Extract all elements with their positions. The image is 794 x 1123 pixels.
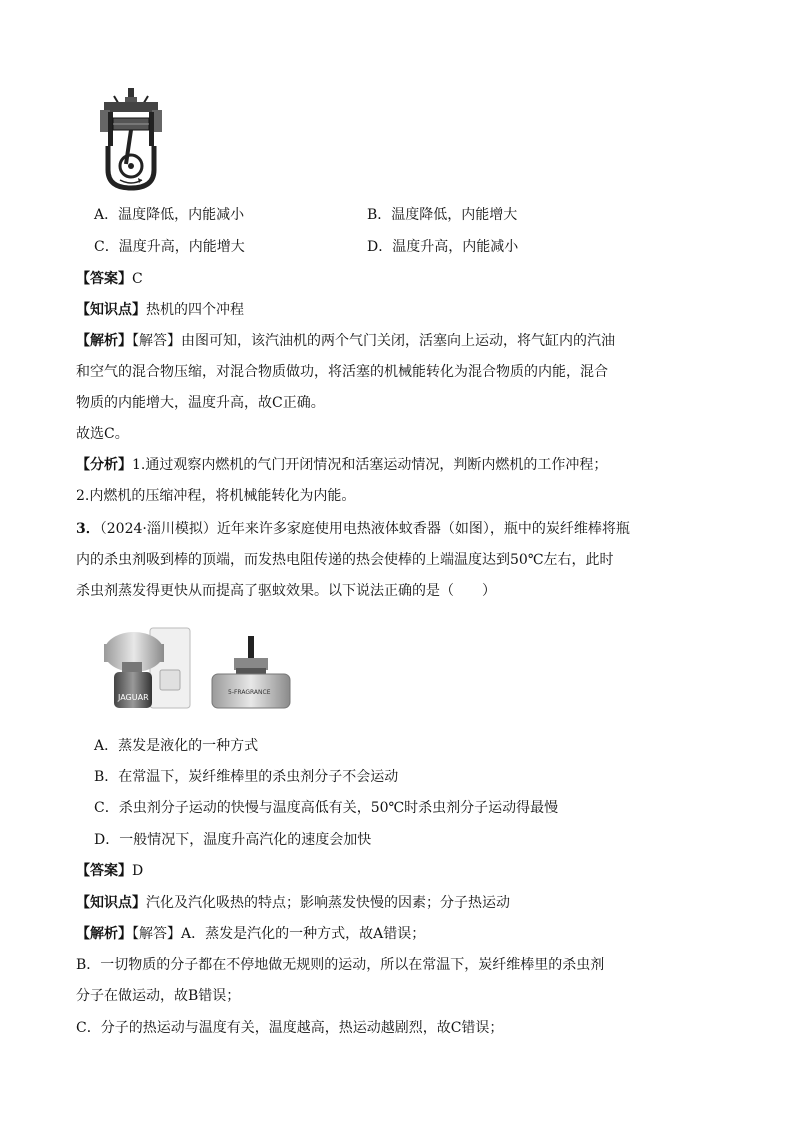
fenxi-tag: 【分析】 <box>76 457 132 473</box>
analysis-text: 由图可知，该汽油机的两个气门关闭，活塞向上运动，将气缸内的汽油 <box>181 333 615 349</box>
q2-answer <box>76 269 143 289</box>
q3-option-b: B．在常温下，炭纤维棒里的杀虫剂分子不会运动 <box>94 769 399 785</box>
q3-option-a: A．蒸发是液化的一种方式 <box>94 738 259 754</box>
q3-answer <box>76 861 143 881</box>
q2-option-d: D．温度升高，内能减小 <box>367 239 519 255</box>
q2-analysis-line-3: 物质的内能增大，温度升高，故C正确。 <box>76 395 325 411</box>
q3-option-c: C．杀虫剂分子运动的快慢与温度高低有关，50℃时杀虫剂分子运动得最慢 <box>94 800 559 816</box>
analysis-tag: 【解析】 <box>76 333 132 349</box>
q3-option-d: D．一般情况下，温度升高汽化的速度会加快 <box>94 832 372 848</box>
q2-fenxi-line-1 <box>76 455 607 475</box>
q3-analysis-line-4: C．分子的热运动与温度有关，温度越高，热运动越剧烈，故C错误； <box>76 1020 504 1036</box>
q2-option-b: B．温度降低，内能增大 <box>367 207 518 223</box>
q2-knowledge <box>76 300 244 320</box>
analysis-tag: 【解析】 <box>76 926 132 942</box>
solution-tag: 【解答】 <box>132 333 181 349</box>
q3-stem-line-3: 杀虫剂蒸发得更快从而提高了驱蚊效果。以下说法正确的是（ ） <box>76 583 496 599</box>
knowledge-tag: 【知识点】 <box>76 895 146 911</box>
engine-figure <box>100 88 162 192</box>
answer-value: C <box>132 271 143 287</box>
fenxi-text: 1.通过观察内燃机的气门开闭情况和活塞运动情况，判断内燃机的工作冲程； <box>132 457 608 473</box>
analysis-text: A．蒸发是汽化的一种方式，故A错误； <box>181 926 426 942</box>
answer-tag: 【答案】 <box>76 271 132 287</box>
q3-analysis-line-1 <box>76 924 425 944</box>
q2-analysis-line-2: 和空气的混合物压缩，对混合物质做功，将活塞的机械能转化为混合物质的内能，混合 <box>76 364 608 380</box>
q2-option-a: A．温度降低，内能减小 <box>94 207 245 223</box>
knowledge-value: 汽化及汽化吸热的特点；影响蒸发快慢的因素；分子热运动 <box>146 895 510 911</box>
stem-text: 近年来许多家庭使用电热液体蚊香器（如图），瓶中的炭纤维棒将瓶 <box>216 521 630 537</box>
knowledge-tag: 【知识点】 <box>76 302 146 318</box>
question-source: （2024·淄川模拟） <box>99 521 217 537</box>
solution-tag: 【解答】 <box>132 926 181 942</box>
bottle-label: JAGUAR <box>118 693 149 702</box>
mosquito-device-figure <box>100 624 320 716</box>
q3-stem-line-2: 内的杀虫剂吸到棒的顶端，而发热电阻传递的热会使棒的上端温度达到50℃左右，此时 <box>76 552 614 568</box>
question-number: 3． <box>76 521 100 537</box>
answer-value: D <box>132 863 144 879</box>
q3-analysis-line-3: 分子在做运动，故B错误； <box>76 988 241 1004</box>
q2-analysis-line-1 <box>76 331 615 351</box>
q2-option-c: C．温度升高，内能增大 <box>94 239 245 255</box>
knowledge-value: 热机的四个冲程 <box>146 302 244 318</box>
refill-label: 5-FRAGRANCE <box>228 689 271 696</box>
answer-tag: 【答案】 <box>76 863 132 879</box>
q2-fenxi-line-2: 2.内燃机的压缩冲程，将机械能转化为内能。 <box>76 488 356 504</box>
q3-analysis-line-2: B．一切物质的分子都在不停地做无规则的运动，所以在常温下，炭纤维棒里的杀虫剂 <box>76 957 605 973</box>
q3-stem-line-1 <box>76 519 630 539</box>
q3-knowledge <box>76 893 510 913</box>
q2-analysis-line-4: 故选C。 <box>76 426 129 442</box>
